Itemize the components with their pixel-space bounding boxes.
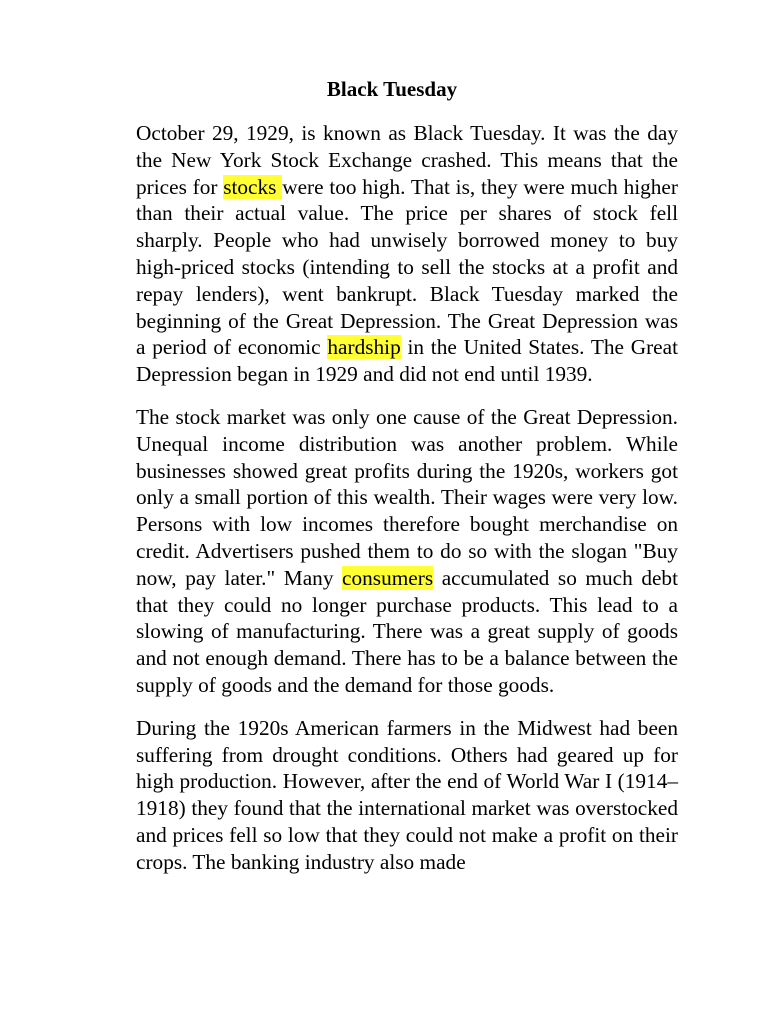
paragraph-3 [136, 715, 678, 876]
paragraph-text: were too high. That is, they were much higher than their actual value. The price per shares of stock fell sharply. People who had unwisely borrowed money to buy high-priced stocks (intending to sell the stocks at a profit and repay lenders), went bankrupt. Black Tuesday marked the beginning of the Great Depression. The Great Depression was a period of economic [136, 174, 678, 360]
paragraph-text: The stock market was only one cause of the Great Depression. Unequal income distribution was another problem. While businesses showed great profits during the 1920s, workers got only a small portion of this wealth. Their wages were very low. Persons with low incomes therefore bought merchandise on credit. Advertisers pushed them to do so with the slogan "Buy now, pay later." Many [136, 404, 678, 590]
paragraph-text: in the United States. The Great Depression began in 1929 and did not end until 1939. [136, 335, 678, 387]
highlighted-term-stocks: stocks [223, 174, 283, 199]
document-title: Black Tuesday [326, 77, 458, 101]
paragraph-text: accumulated so much debt that they could no longer purchase products. This lead to a slowing of manufacturing. There was a great supply of goods and not enough demand. There has to be a balance between the supply of goods and the demand for those goods. [136, 565, 678, 697]
paragraph-text: October 29, 1929, is known as Black Tuesday. It was the day the New York Stock Exchange crashed. This means that the prices for [136, 121, 678, 199]
highlighted-term-consumers: consumers [342, 565, 434, 590]
highlighted-term-hardship: hardship [327, 335, 401, 360]
document-body [136, 120, 678, 892]
paragraph-2 [136, 404, 678, 699]
paragraph-1 [136, 120, 678, 388]
paragraph-text: During the 1920s American farmers in the Midwest had been suffering from drought conditions. Others had geared up for high production. However, after the end of World War I (1914–1918) they found that the international market was overstocked and prices fell so low that they could not make a profit on their crops. The banking industry also made [136, 715, 678, 874]
